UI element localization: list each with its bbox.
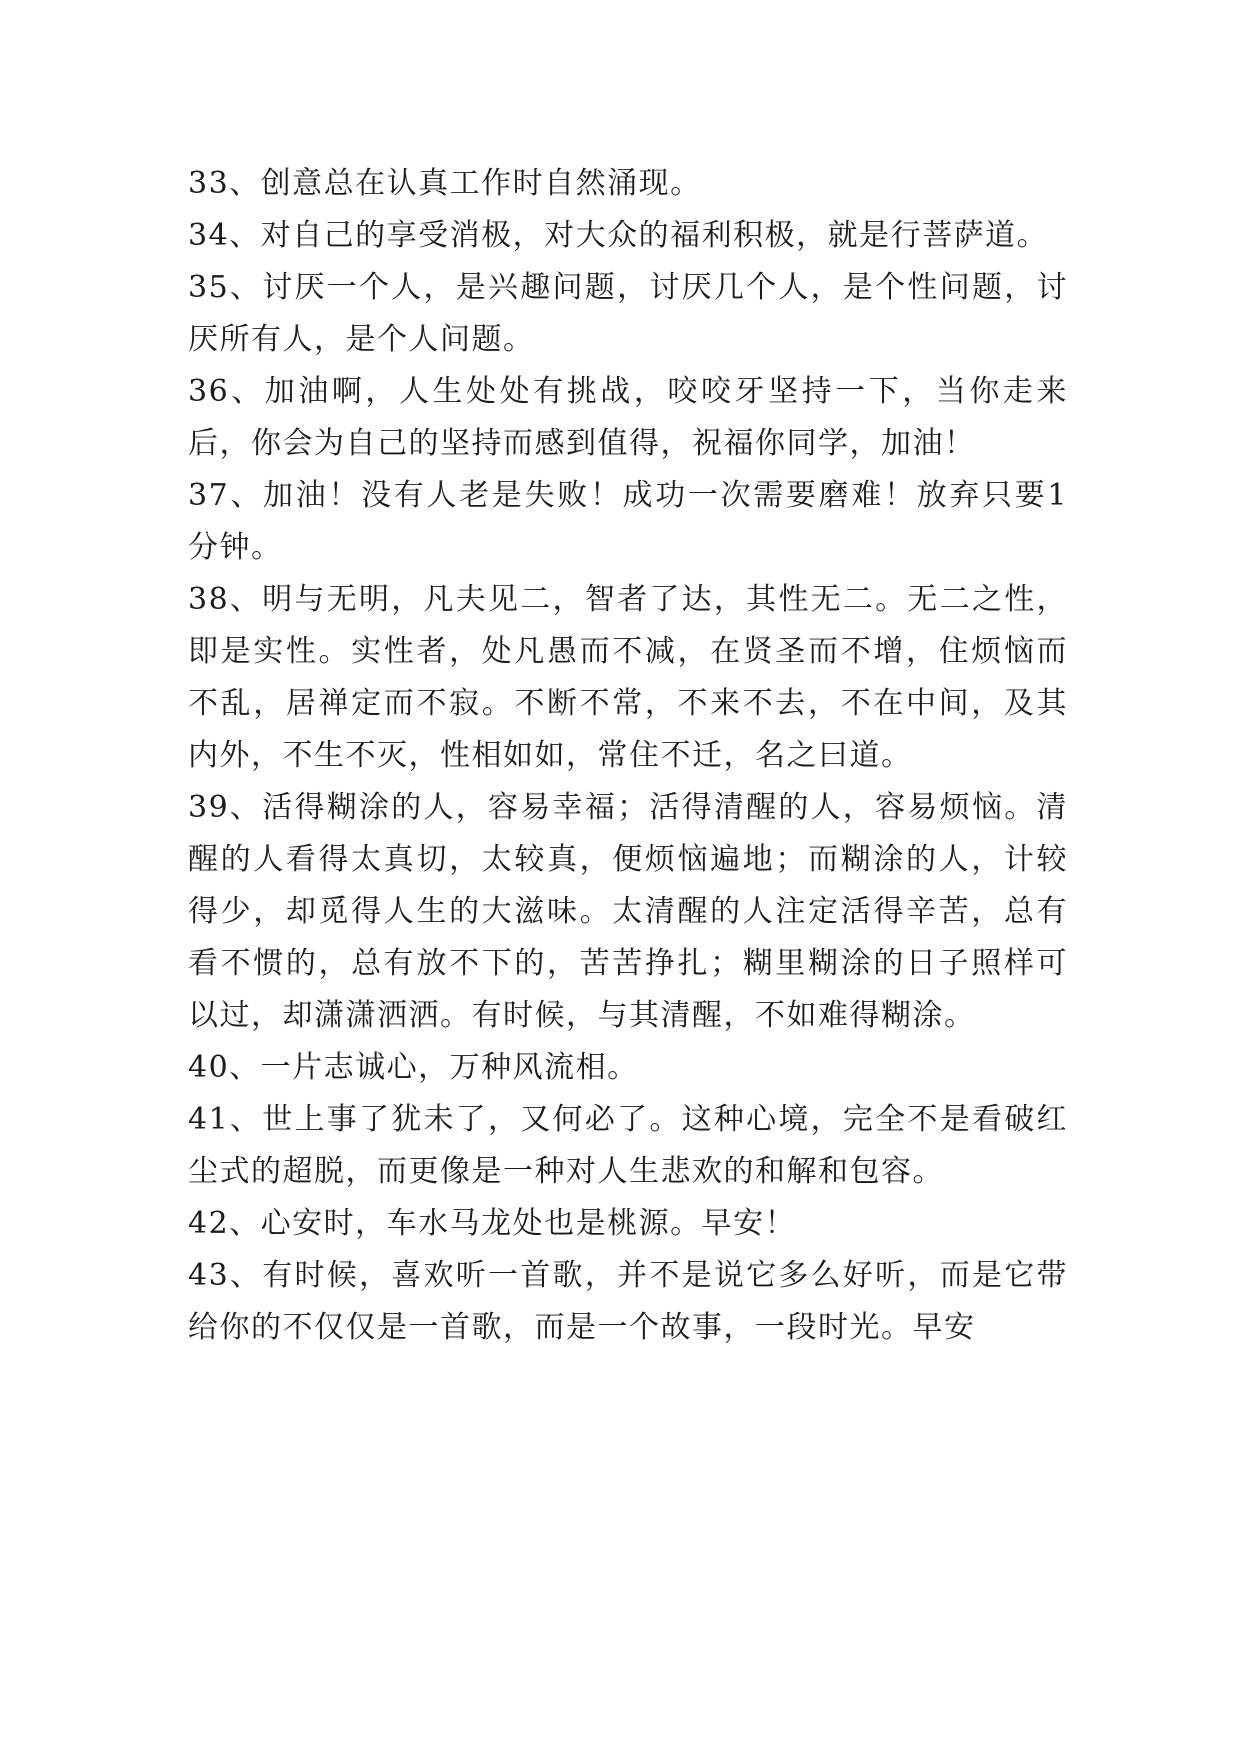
list-item-34: 34、对自己的享受消极，对大众的福利积极，就是行菩萨道。 [188,218,1049,253]
list-item-40: 40、一片志诚心，万种风流相。 [188,1050,639,1085]
list-item-39: 39、活得糊涂的人，容易幸福；活得清醒的人，容易烦恼。清醒的人看得太真切，太较真，便烦恼遍地；而糊涂的人，计较得少，却觅得人生的大滋味。太清醒的人注定活得辛苦，总有看不惯的，总有放不下的，苦苦挣扎；糊里糊涂的日子照样可以过，却潇潇洒洒。有时候，与其清醒，不如难得糊涂。 [188,790,1068,1033]
list-item-43: 43、有时候，喜欢听一首歌，并不是说它多么好听，而是它带给你的不仅仅是一首歌，而是一个故事，一段时光。早安 [188,1258,1068,1345]
list-item-33: 33、创意总在认真工作时自然涌现。 [188,166,702,201]
list-item-35: 35、讨厌一个人，是兴趣问题，讨厌几个人，是个性问题，讨厌所有人，是个人问题。 [188,270,1068,357]
list-item-42: 42、心安时，车水马龙处也是桃源。早安！ [188,1206,797,1241]
document-body [188,158,1068,1354]
list-item-37: 37、加油！没有人老是失败！成功一次需要磨难！放弃只要1分钟。 [188,478,1068,565]
list-item-36: 36、加油啊，人生处处有挑战，咬咬牙坚持一下，当你走来后，你会为自己的坚持而感到值得，祝福你同学，加油！ [188,374,1068,461]
list-item-38: 38、明与无明，凡夫见二，智者了达，其性无二。无二之性，即是实性。实性者，处凡愚而不减，在贤圣而不增，住烦恼而不乱，居禅定而不寂。不断不常，不来不去，不在中间，及其内外，不生不灭，性相如如，常住不迁，名之曰道。 [188,582,1068,773]
list-item-41: 41、世上事了犹未了，又何必了。这种心境，完全不是看破红尘式的超脱，而更像是一种对人生悲欢的和解和包容。 [188,1102,1068,1189]
